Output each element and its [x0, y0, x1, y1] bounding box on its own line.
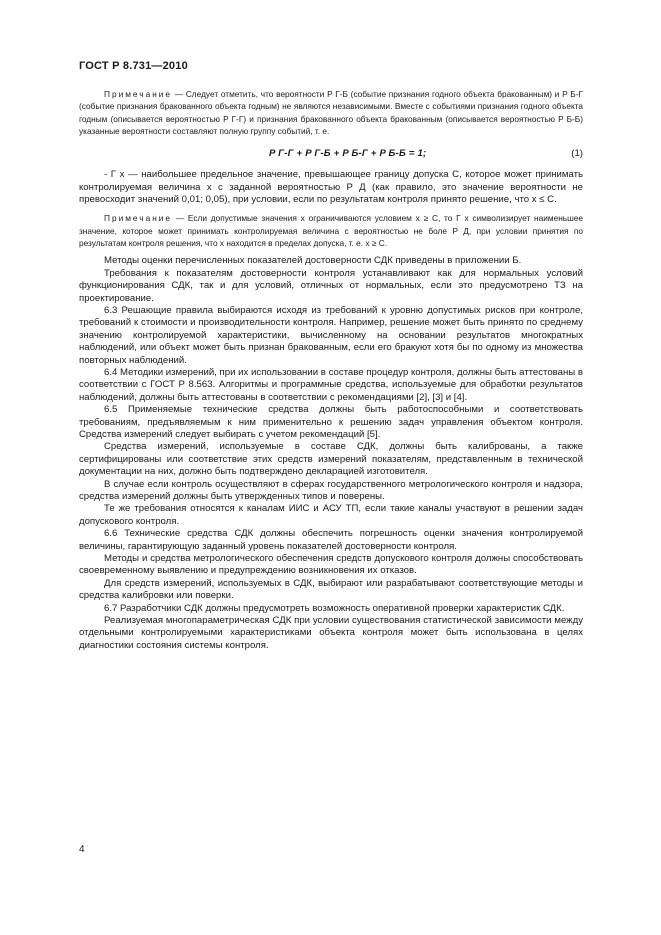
paragraph: 6.4 Методики измерений, при их использовании в составе процедур контроля, должны быть аттестованы в соответствии с ГОСТ Р 8.563. Алгоритмы и программные средства, используемые для обработки результатов наблюдений, должны быть аттестованы в соответствии с рекомендациями [2], [3] и [4]. — [79, 366, 583, 403]
paragraph: В случае если контроль осуществляют в сферах государственного метрологического контроля и надзора, средства измерений должны быть утвержденных типов и поверены. — [79, 478, 583, 503]
document-body — [79, 88, 583, 652]
note-1 — [79, 88, 583, 137]
note-text: — Следует отметить, что вероятности P Г-Б (событие признания годного объекта бракованным) и P Б-Г (событие признания бракованного объекта годным) не являются независимыми. Вместе с событиями признания годного объекта годным (описывается вероятностью P Г-Г) и признания бракованного объекта бракованным (описывается вероятностью P Б-Б) указанные вероятности составляют полную группу событий, т. е. — [79, 89, 583, 136]
paragraph: 6.5 Применяемые технические средства должны быть работоспособными и соответствовать требованиям, предъявляемым к ним применительно к решению задач управления объектом контроля. Средства измерений следует выбирать с учетом рекомендаций [5]. — [79, 404, 583, 440]
paragraph: 6.6 Технические средства СДК должны обеспечить погрешность оценки значения контролируемой величины, гарантирующую заданный уровень показателей достоверности контроля. — [79, 528, 583, 552]
document-header: ГОСТ Р 8.731—2010 — [79, 60, 188, 72]
gamma-definition: - Г x — наибольшее предельное значение, превышающее границу допуска C, которое может принимать контролируемая величина x с заданной вероятностью P Д (как правило, это значение вероятности не превосходит значений 0,01; 0,05), при условии, если по результатам контроля принято решение, что x ≤ C. — [79, 169, 583, 205]
paragraph: Методы и средства метрологического обеспечения средств допускового контроля должны способствовать своевременному выявлению и предупреждению возникновения их отказов. — [79, 553, 583, 577]
note-2 — [79, 212, 583, 249]
paragraph: Средства измерений, используемые в составе СДК, должны быть калиброваны, а также сертифицированы или соответствие этих средств измерений показателям, представленным в технической документации на них, должно быть подтверждено декларацией изготовителя. — [79, 441, 583, 478]
paragraph: 6.3 Решающие правила выбираются исходя из требований к уровню допустимых рисков при контроле, требований к стоимости и производительности контроля. Например, решение может быть принято по среднему значению контролируемой характеристики, вычисленному на основании результатов многократных наблюдений, или объект может быть признан бракованным, если его бракуют хотя бы по одному из множества повторных наблюдений. — [79, 304, 583, 366]
note-label: Примечание — [104, 213, 173, 224]
paragraph: Реализуемая многопараметрическая СДК при условии существования статистической зависимости между отдельными контролируемыми характеристиками объекта контроля может быть использована в целях диагностики состояния системы контроля. — [79, 615, 583, 651]
paragraph: Методы оценки перечисленных показателей достоверности СДК приведены в приложении Б. — [104, 255, 522, 267]
paragraph: 6.7 Разработчики СДК должны предусмотреть возможность оперативной проверки характеристик СДК. — [104, 602, 565, 614]
paragraph: Те же требования относятся к каналам ИИС и АСУ ТП, если такие каналы участвуют в решении задач допускового контроля. — [79, 503, 583, 527]
paragraph: Требования к показателям достоверности контроля устанавливают как для нормальных условий функционирования СДК, так и для условий, отличных от нормальных, если это предусмотрено ТЗ на проектирование. — [79, 267, 583, 304]
page-number: 4 — [79, 844, 85, 855]
formula-expression: P Г-Г + P Г-Б + P Б-Г + P Б-Б = 1; — [269, 148, 427, 160]
paragraph: Для средств измерений, используемых в СДК, выбирают или разрабатывают соответствующие методы и средства калибровки или поверки. — [79, 577, 583, 602]
formula-1 — [79, 141, 583, 169]
note-label: Примечание — [104, 89, 173, 99]
note-text: — Если допустимые значения x ограничиваются условием x ≥ C, то Г x символизирует наименьшее значение, которое может принимать контролируемая величина с вероятностью не боле P Д, при условии принятия по результатам контроля решения, что x находится в пределах допуска, т. е. x ≥ C. — [79, 213, 583, 248]
formula-number: (1) — [571, 148, 583, 160]
